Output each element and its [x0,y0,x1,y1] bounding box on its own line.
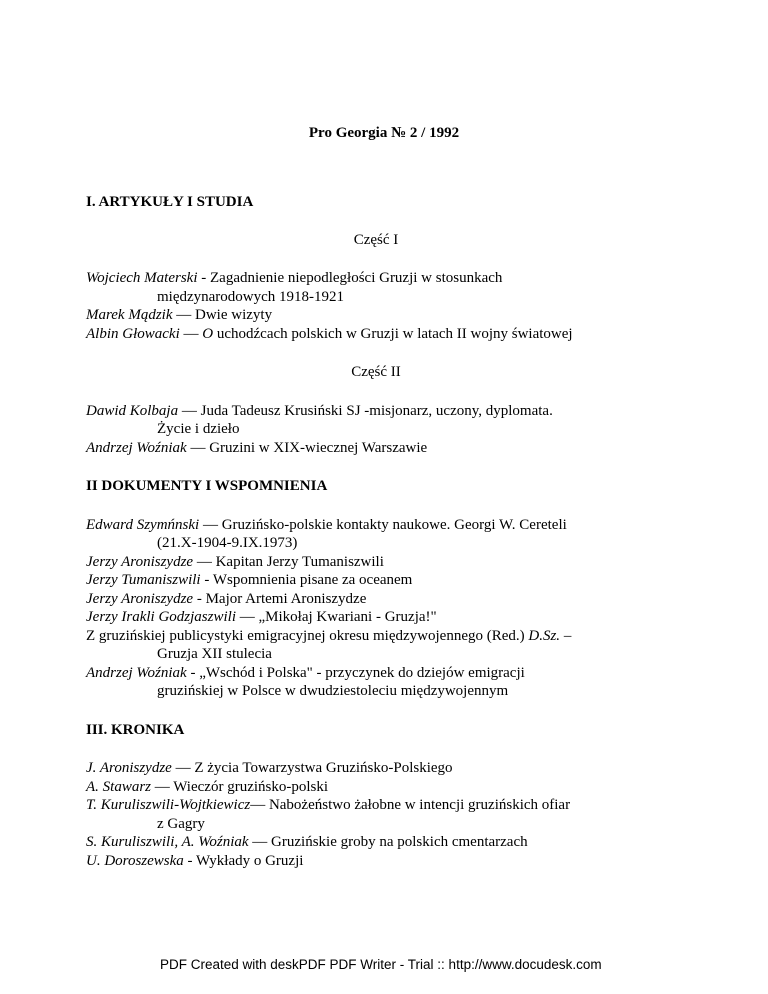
entry-title-cont: (21.X-1904-9.IX.1973) [157,535,298,551]
list-item: Andrzej Woźniak - „Wschód i Polska" - przyczynek do dziejów emigracji gruzińskiej w Polsce w dwudziestoleciu międzywojennym [86,664,525,699]
part-heading-1: Część I [353,231,399,248]
entry-title-cont: międzynarodowych 1918-1921 [157,288,345,305]
entry-title: Gruzińsko-polskie kontakty naukowe. Georgi W. Cereteli [221,516,567,533]
list-item: Dawid Kolbaja — Juda Tadeusz Krusiński SJ -misjonarz, uczony, dyplomata. Życie i dzieło [86,402,553,437]
pdf-watermark-footer: PDF Created with deskPDF PDF Writer - Trial :: http://www.docudesk.com [160,957,602,972]
entry-author: Dawid Kolbaja [86,402,179,419]
list-item: Jerzy Tumaniszwili - Wspomnienia pisane za oceanem [86,572,413,588]
list-item: Wojciech Materski - Zagadnienie niepodległości Gruzji w stosunkach międzynarodowych 1918-1921 [86,270,503,305]
entry-title: Dwie wizyty [195,307,273,323]
entry-author: A. Stawarz [86,778,152,795]
section-heading-chronicle: III. KRONIKA [86,721,185,738]
entry-author: Andrzej Woźniak [86,439,187,456]
list-item: S. Kuruliszwili, A. Woźniak — Gruzińskie groby na polskich cmentarzach [86,834,528,850]
entry-title: Juda Tadeusz Krusiński SJ -misjonarz, uczony, dyplomata. [200,402,553,419]
entry-title: Nabożeństwo żałobne w intencji gruzińskich ofiar [268,797,571,813]
entry-title: Kapitan Jerzy Tumaniszwili [215,553,384,570]
entry-title: Wykłady o Gruzji [196,852,304,869]
section-heading-documents: II DOKUMENTY I WSPOMNIENIA [86,478,328,494]
entry-title: Gruzińskie groby na polskich cmentarzach [271,834,528,850]
entry-title: „Mikołaj Kwariani - Gruzja!" [258,609,437,625]
entry-author: Marek Mądzik [86,307,173,323]
list-item: Jerzy Aroniszydze - Major Artemi Aroniszydze [86,590,367,607]
entry-title: Major Artemi Aroniszydze [205,590,367,607]
list-item: U. Doroszewska - Wykłady o Gruzji [86,852,304,869]
entry-author: Wojciech Materski [86,270,198,286]
table-of-contents [86,193,666,870]
list-item: T. Kuruliszwili-Wojtkiewicz— Nabożeństwo żałobne w intencji gruzińskich ofiar z Gagry [86,797,571,832]
entry-title-italic: O [202,325,214,342]
list-item: Albin Głowacki — O uchodźcach polskich w Gruzji w latach II wojny światowej [86,325,573,342]
entry-title-cont: gruzińskiej w Polsce w dwudziestoleciu międzywojennym [157,683,509,699]
entry-author: Andrzej Woźniak [86,664,187,681]
list-item: Edward Szymńnski — Gruzińsko-polskie kontakty naukowe. Georgi W. Cereteli (21.X-1904-9.IX.1973) [86,516,567,551]
list-item: Jerzy Irakli Godzjaszwili — „Mikołaj Kwariani - Gruzja!" [86,609,437,625]
document-title: Pro Georgia № 2 / 1992 [308,125,460,141]
entry-lead: Z gruzińskiej publicystyki emigracyjnej okresu międzywojennego (Red.) [86,627,529,644]
section-heading-articles: I. ARTYKUŁY I STUDIA [86,194,254,210]
list-item: A. Stawarz — Wieczór gruzińsko-polski [86,778,329,795]
entry-title-cont: z Gagry [157,815,205,832]
entry-author: J. Aroniszydze [86,760,172,776]
entry-author: D.Sz. [528,627,561,644]
entry-author: Jerzy Aroniszydze [86,590,194,607]
entry-author: Jerzy Aroniszydze [86,553,194,570]
entry-title: Zagadnienie niepodległości Gruzji w stosunkach [210,270,503,286]
entry-author: Jerzy Tumaniszwili [86,572,201,588]
list-item: Marek Mądzik — Dwie wizyty [86,307,273,323]
entry-title: Z życia Towarzystwa Gruzińsko-Polskiego [194,760,453,776]
entry-author: Edward Szymńnski [86,516,200,533]
entry-title: Wieczór gruzińsko-polski [173,778,329,795]
entry-author: S. Kuruliszwili, A. Woźniak [86,834,249,850]
entry-title: „Wschód i Polska" - przyczynek do dziejów emigracji [199,664,525,681]
list-item: Jerzy Aroniszydze — Kapitan Jerzy Tumaniszwili [86,553,384,570]
entry-author: T. Kuruliszwili-Wojtkiewicz [86,797,251,813]
list-item: Andrzej Woźniak — Gruzini w XIX-wiecznej Warszawie [86,439,428,456]
entry-title: Wspomnienia pisane za oceanem [212,572,413,588]
entry-title: uchodźcach polskich w Gruzji w latach II wojny światowej [213,325,573,342]
entry-title-cont: Życie i dzieło [157,421,240,437]
part-heading-2: Część II [351,364,401,380]
list-item: J. Aroniszydze — Z życia Towarzystwa Gruzińsko-Polskiego [86,760,453,776]
list-item: Z gruzińskiej publicystyki emigracyjnej okresu międzywojennego (Red.) D.Sz. – Gruzja XII stulecia [86,627,572,662]
entry-author: Albin Głowacki [86,325,180,342]
entry-author: U. Doroszewska [86,852,184,869]
entry-title-cont: Gruzja XII stulecia [157,646,272,662]
entry-title: Gruzini w XIX-wiecznej Warszawie [209,439,428,456]
entry-author: Jerzy Irakli Godzjaszwili [86,609,236,625]
